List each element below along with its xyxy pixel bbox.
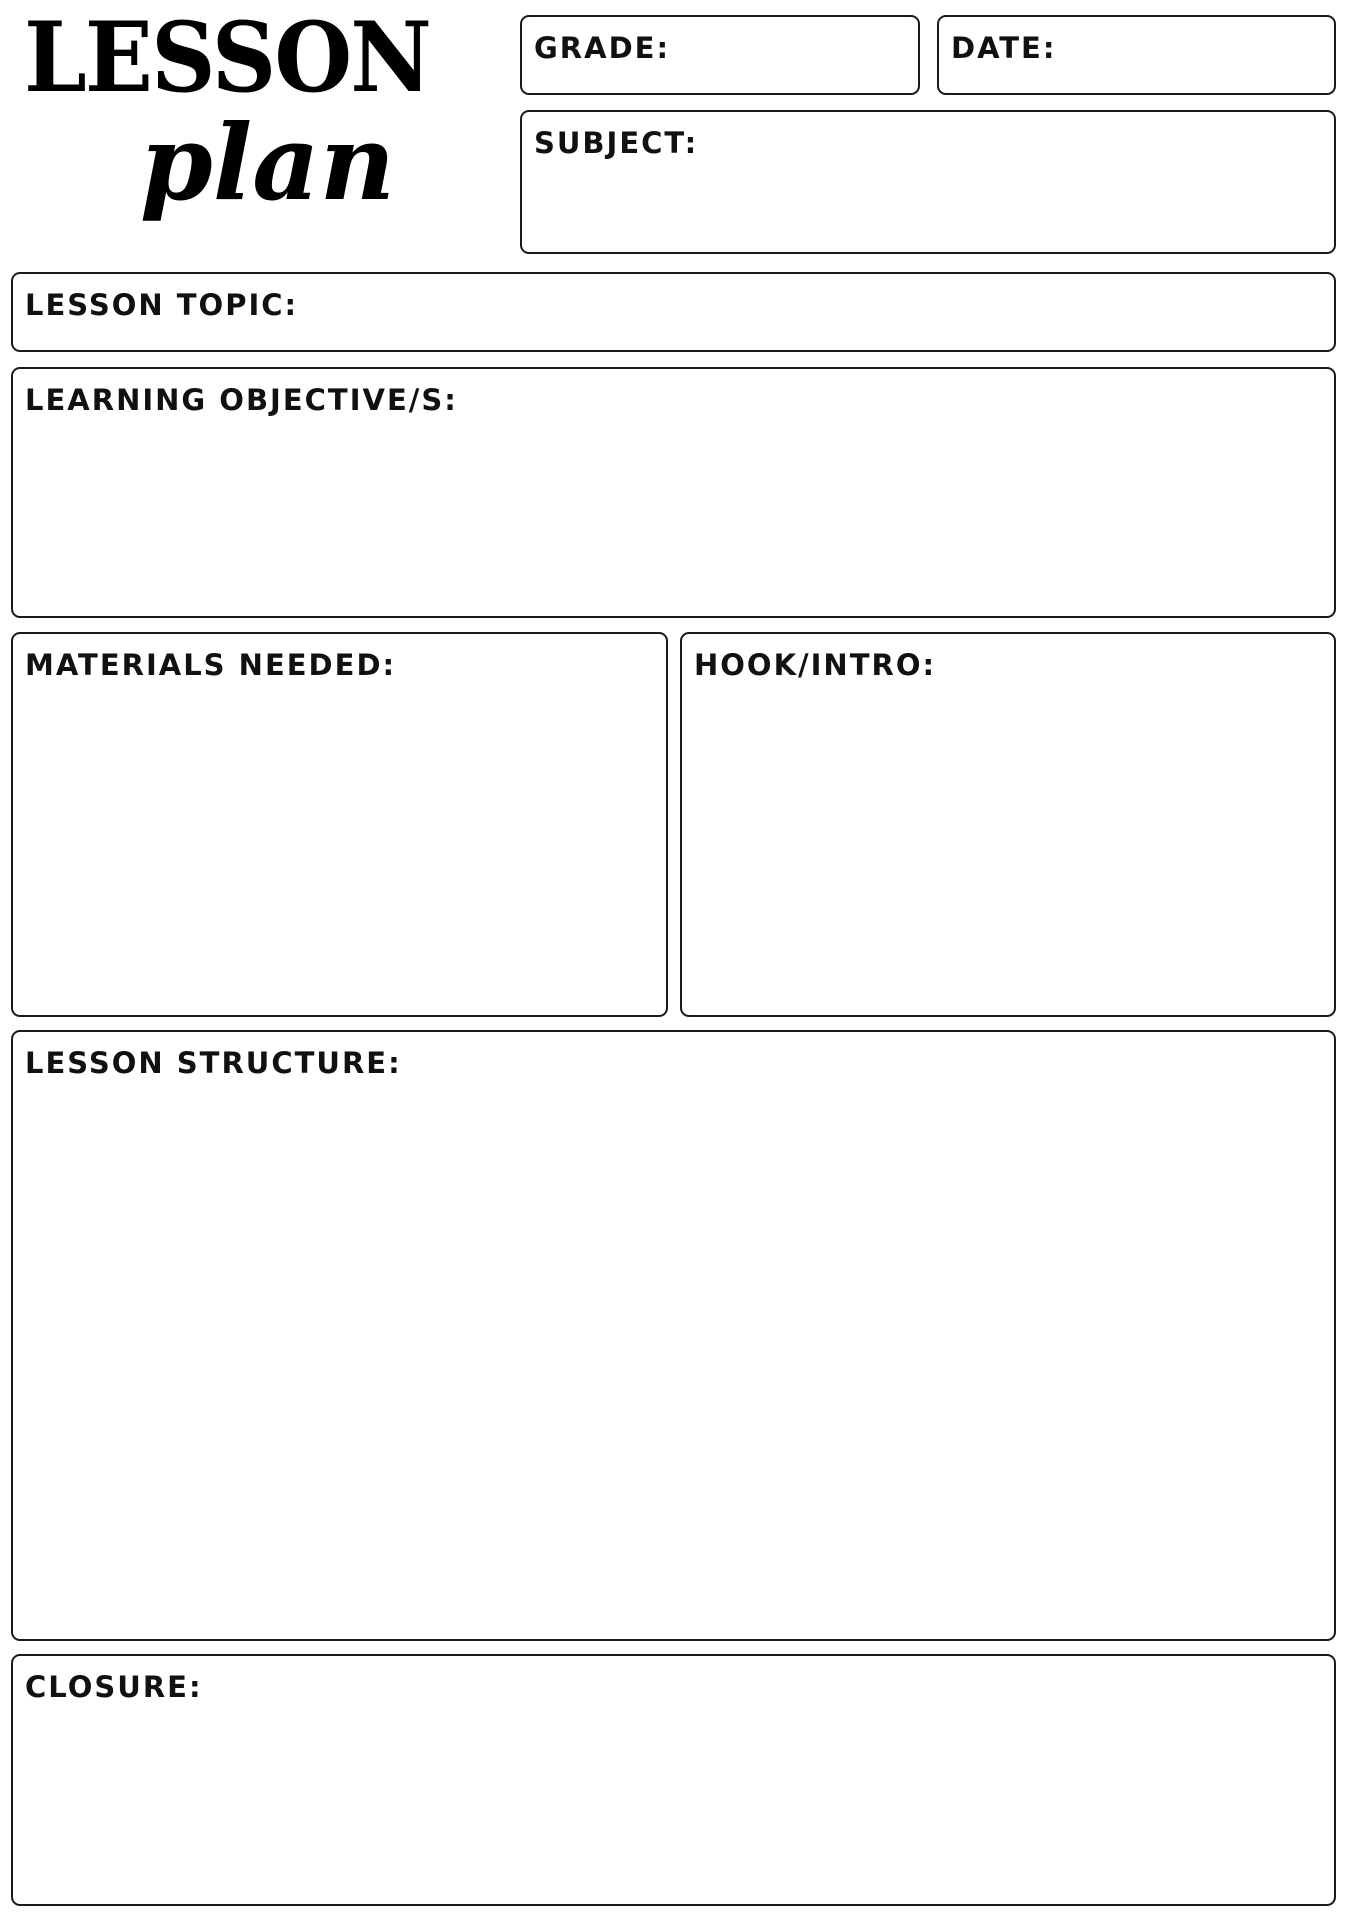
hook-intro-field[interactable] (680, 632, 1336, 1017)
grade-field[interactable] (520, 15, 920, 95)
materials-needed-field[interactable] (11, 632, 668, 1017)
title-plan-script (140, 104, 400, 254)
lesson-topic-label: LESSON TOPIC: (25, 288, 299, 322)
lesson-structure-label: LESSON STRUCTURE: (25, 1046, 402, 1080)
title-plan-text: plan (140, 104, 396, 224)
closure-label: CLOSURE: (25, 1670, 203, 1704)
closure-field[interactable] (11, 1654, 1336, 1906)
hook-intro-label: HOOK/INTRO: (694, 648, 937, 682)
materials-needed-label: MATERIALS NEEDED: (25, 648, 397, 682)
subject-label: SUBJECT: (534, 126, 699, 160)
grade-label: GRADE: (534, 31, 671, 65)
learning-objectives-label: LEARNING OBJECTIVE/S: (25, 383, 458, 417)
learning-objectives-field[interactable] (11, 367, 1336, 618)
date-field[interactable] (937, 15, 1336, 95)
lesson-topic-field[interactable] (11, 272, 1336, 352)
subject-field[interactable] (520, 110, 1336, 254)
lesson-structure-field[interactable] (11, 1030, 1336, 1641)
title-lesson: LESSON (24, 1, 431, 114)
date-label: DATE: (951, 31, 1057, 65)
